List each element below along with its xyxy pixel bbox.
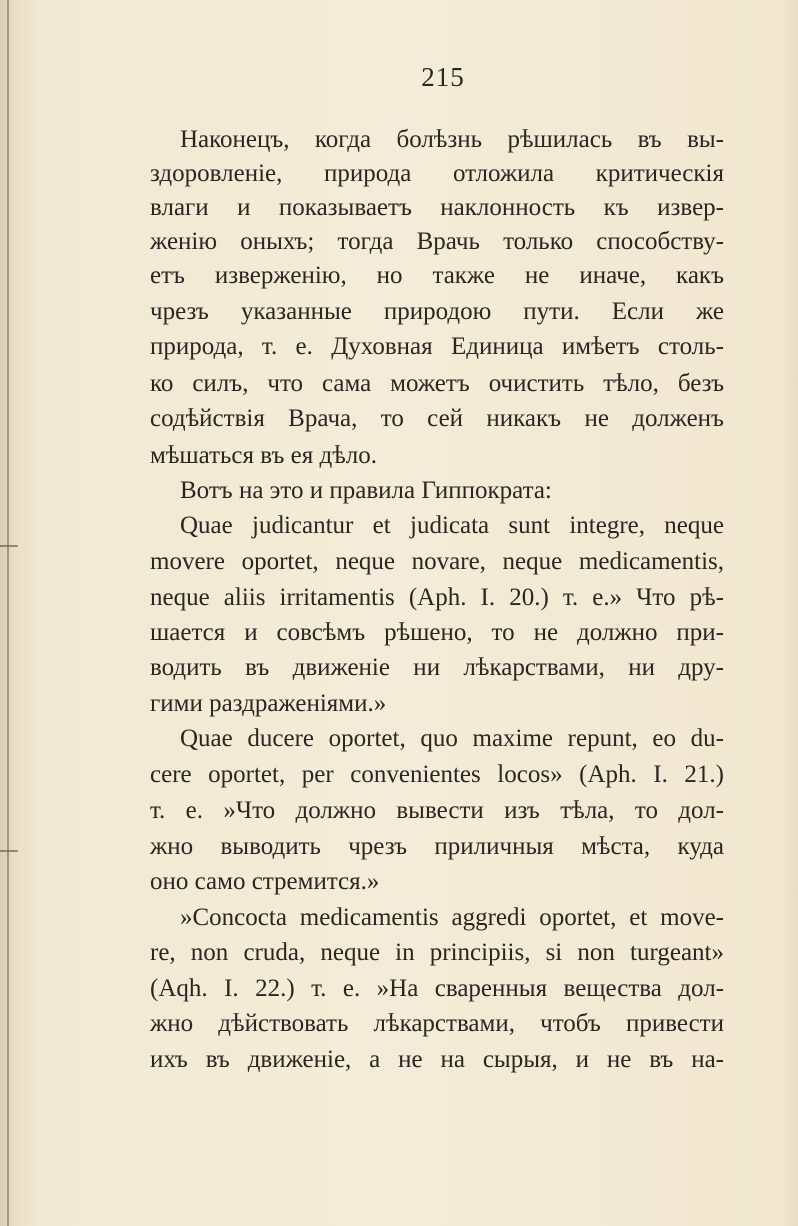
- text-line: оно само стремится.»: [150, 868, 380, 895]
- text-line: здоровленіе, природа отложила критическія: [150, 160, 724, 187]
- spine-mark: [0, 850, 18, 852]
- text-line: Quae ducere oportet, quo maxime repunt, eo du-: [180, 725, 724, 752]
- text-line: ихъ въ движеніе, а не на сырыя, и не въ на-: [150, 1046, 724, 1073]
- page-number: 215: [421, 62, 465, 92]
- text-line: природа, т. е. Духовная Единица имѣетъ столь-: [150, 333, 724, 360]
- text-line: cere oportet, per convenientes locos» (Aph. I. 21.): [150, 761, 724, 788]
- text-line: жно дѣйствовать лѣкарствами, чтобъ привести: [150, 1010, 724, 1037]
- page-spine-edge: [7, 0, 9, 1226]
- text-line: влаги и показываетъ наклонность къ извер-: [150, 194, 724, 221]
- text-line: ко силъ, что сама можетъ очистить тѣло, безъ: [150, 370, 724, 397]
- text-line: чрезъ указанные природою пути. Если же: [150, 298, 724, 325]
- text-line: женію оныхъ; тогда Врачь только способству-: [150, 228, 724, 255]
- text-line: шается и совсѣмъ рѣшено, то не должно при-: [150, 619, 724, 646]
- text-line: водить въ движеніе ни лѣкарствами, ни дру-: [150, 654, 724, 681]
- text-line: (Aqh. I. 22.) т. е. »На сваренныя вещества дол-: [150, 975, 724, 1002]
- text-line: т. е. »Что должно вывести изъ тѣла, то дол-: [150, 797, 724, 824]
- text-line: »Concocta medicamentis aggredi oportet, et move-: [180, 904, 724, 931]
- text-line: содѣйствія Врача, то сей никакъ не долженъ: [150, 405, 724, 432]
- text-line: жно выводить чрезъ приличныя мѣста, куда: [150, 833, 724, 860]
- text-line: етъ изверженію, но также не иначе, какъ: [150, 262, 724, 289]
- text-line: Quae judicantur et judicata sunt integre, neque: [180, 512, 724, 539]
- text-line: Наконецъ, когда болѣзнь рѣшилась въ вы-: [180, 126, 724, 153]
- text-line: гими раздраженіями.»: [150, 690, 387, 717]
- spine-mark: [0, 545, 18, 547]
- text-line: мѣшаться въ ея дѣло.: [150, 442, 377, 469]
- text-line: Вотъ на это и правила Гиппократа:: [180, 477, 552, 504]
- text-line: movere oportet, neque novare, neque medicamentis,: [150, 548, 724, 575]
- text-line: re, non cruda, neque in principiis, si non turgeant»: [150, 939, 724, 966]
- text-line: neque aliis irritamentis (Aph. I. 20.) т. е.» Что рѣ-: [150, 584, 724, 611]
